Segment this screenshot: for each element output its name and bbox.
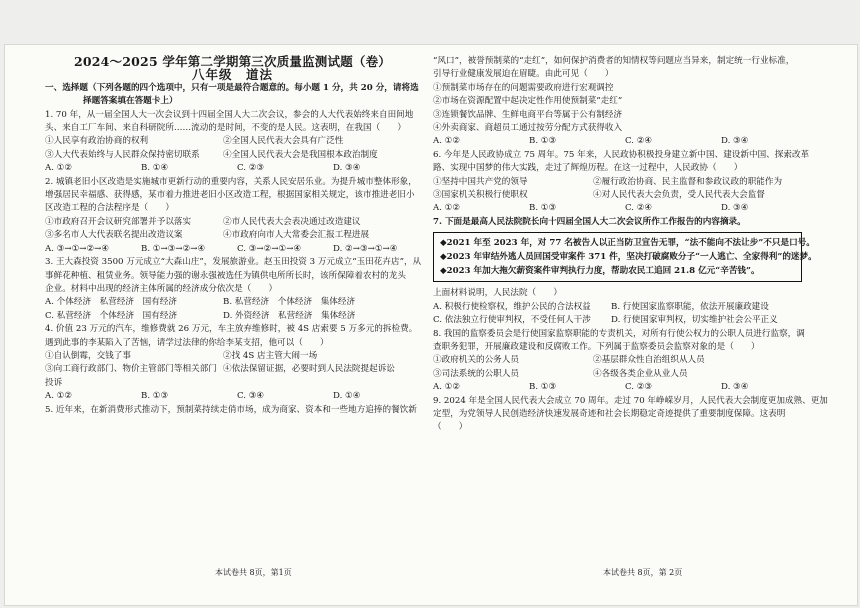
q2-line: 增强居民幸福感、获得感，某市着力推进老旧小区改造工程，根据国家相关规定，该市推进老旧小 bbox=[45, 190, 415, 201]
q4-options bbox=[45, 363, 420, 390]
answer-choice: B. ①③ bbox=[529, 136, 557, 147]
q8-options bbox=[433, 368, 805, 381]
section-heading: 一、选择题（下列各题的四个选项中，只有一项是最符合题意的。每小题 1 分，共 20 分，请将选 bbox=[45, 82, 419, 93]
answer-choice: C. 私营经济 个体经济 国有经济 bbox=[45, 310, 178, 321]
q2-options bbox=[45, 216, 420, 229]
q6-answers bbox=[433, 202, 805, 215]
q7-line: 7. 下面是最高人民法院院长向十四届全国人大二次会议所作工作报告的内容摘录。 bbox=[433, 216, 746, 227]
answer-choice: A. 个体经济 私营经济 国有经济 bbox=[45, 297, 177, 308]
option: ④市政府向市人大常委会汇报工程进展 bbox=[223, 230, 370, 241]
answer-choice: B. ①④ bbox=[141, 163, 169, 174]
q8-options bbox=[433, 354, 805, 367]
answer-choice: D. 行使国家审判权，切实维护社会公平正义 bbox=[611, 315, 778, 326]
answer-choice: C. ③④ bbox=[237, 391, 265, 402]
option: ②全国人民代表大会具有广泛性 bbox=[223, 136, 344, 147]
option: ②找 4S 店主管大闹一场 bbox=[223, 350, 318, 361]
answer-choice: A. ③→①→②→④ bbox=[45, 243, 110, 254]
q5-option: ③连锁餐饮品牌、生鲜电商平台等属于公有制经济 bbox=[433, 109, 623, 120]
exam-title: 2024～2025 学年第二学期第三次质量监测试题（卷） bbox=[73, 54, 392, 69]
q2-line: 2. 城镇老旧小区改造是实施城市更新行动的重要内容，关系人民安居乐业。为提升城市整体形象， bbox=[45, 176, 417, 187]
q6-options bbox=[433, 176, 805, 189]
q5-line: 引导行业健康发展迫在眉睫。由此可见（ ） bbox=[433, 69, 614, 80]
section-heading-cont: 择题答案填在答题卡上） bbox=[83, 96, 178, 107]
answer-choice: C. ②④ bbox=[625, 203, 653, 214]
q1-options bbox=[45, 135, 420, 148]
q5-option: ②市场在资源配置中起决定性作用使预制菜“走红” bbox=[433, 96, 623, 107]
q8-line: 查职务犯罪，开展廉政建设和反腐败工作。下列属于监察委员会监察对象的是（ ） bbox=[433, 341, 760, 352]
option: ②履行政治协商、民主监督和参政议政的职能作为 bbox=[593, 176, 783, 187]
q2-answers bbox=[45, 243, 420, 256]
option: ③向工商行政部门、物价主管部门等相关部门投诉 bbox=[45, 364, 217, 388]
material-item: ◆2023 年加大拖欠薪资案件审判执行力度，帮助农民工追回 21.8 亿元“辛苦钱”。 bbox=[440, 266, 760, 277]
q9-line: 定型，为党领导人民创造经济快速发展奇迹和社会长期稳定奇迹提供了重要制度保障。这表明 bbox=[433, 408, 786, 419]
exam-sheet bbox=[4, 44, 858, 606]
q6-line: 6. 今年是人民政协成立 75 周年。75 年来，人民政协积极投身建立新中国、建设新中国、探索改革 bbox=[433, 149, 810, 160]
q4-line: 4. 价值 23 万元的汽车，维修费就 26 万元，车主放弃维修时，被 4S 店索要 5 万多元的拆检费。 bbox=[45, 324, 418, 335]
q3-answers bbox=[45, 296, 420, 309]
q6-options bbox=[433, 189, 805, 202]
q3-answers bbox=[45, 310, 420, 323]
q7-answers bbox=[433, 314, 805, 327]
q9-line: 9. 2024 年是全国人民代表大会成立 70 周年。走过 70 年峥嵘岁月，人民代表大会制度更加成熟、更加 bbox=[433, 395, 828, 406]
q5-option: ④外卖商家、商超员工通过按劳分配方式获得收入 bbox=[433, 123, 623, 134]
answer-choice: D. ③④ bbox=[333, 163, 361, 174]
exam-subtitle: 八年级 道法 bbox=[191, 67, 273, 83]
answer-choice: B. ①③ bbox=[529, 382, 557, 393]
page-1-column bbox=[45, 55, 420, 417]
answer-choice: C. ②③ bbox=[237, 163, 265, 174]
q6-line: 路、实现中国梦的伟大实践，走过了辉煌历程。在这一过程中，人民政协（ ） bbox=[433, 163, 743, 174]
option: ③国家机关积极行使职权 bbox=[433, 190, 528, 201]
answer-choice: D. 外资经济 私营经济 集体经济 bbox=[223, 310, 356, 321]
option: ①政府机关的公务人员 bbox=[433, 355, 519, 366]
answer-choice: B. ①→③→②→④ bbox=[141, 243, 206, 254]
q5-line: 5. 近年来，在新消费形式推动下，预制菜持续走俏市场，成为商家、资本和一些地方追捧的餐饮新 bbox=[45, 404, 417, 415]
answer-choice: D. ③④ bbox=[721, 382, 749, 393]
option: ④对人民代表大会负责，受人民代表大会监督 bbox=[593, 190, 765, 201]
material-item: ◆2023 年审结外逃人员回国受审案件 371 件，坚决打破腐败分子“一人逃亡、全家得利”的迷梦。 bbox=[440, 252, 817, 263]
option: ③司法系统的公职人员 bbox=[433, 368, 519, 379]
q1-options bbox=[45, 149, 420, 162]
option: ①市政府召开会议研究部署并予以落实 bbox=[45, 216, 192, 227]
option: ③多名市人大代表联名提出改造议案 bbox=[45, 230, 183, 241]
page-2-column bbox=[433, 55, 828, 435]
q5-answers bbox=[433, 135, 805, 148]
q7-material-box bbox=[433, 232, 817, 282]
answer-choice: C. 依法独立行使审判权，不受任何人干涉 bbox=[433, 315, 591, 326]
option: ③人大代表始终与人民群众保持密切联系 bbox=[45, 149, 200, 160]
answer-choice: D. ②→③→①→④ bbox=[333, 243, 398, 254]
answer-choice: A. ①② bbox=[45, 391, 73, 402]
q4-options bbox=[45, 350, 420, 363]
material-item: ◆2021 年至 2023 年，对 77 名被告人以正当防卫宣告无罪，“法不能向不法让步”不只是口号。 bbox=[440, 238, 815, 249]
option: ①坚持中国共产党的领导 bbox=[433, 176, 528, 187]
page-1-footer: 本试卷共 8页，第1页 bbox=[215, 568, 292, 577]
q9-line: （ ） bbox=[433, 422, 468, 433]
q2-options bbox=[45, 229, 420, 242]
q8-line: 8. 我国的监察委员会是行使国家监察职能的专责机关，对所有行使公权力的公职人员进行监察，调 bbox=[433, 328, 805, 339]
q8-answers bbox=[433, 381, 805, 394]
answer-choice: A. ①② bbox=[45, 163, 73, 174]
option: ①自认倒霉，交钱了事 bbox=[45, 350, 131, 361]
answer-choice: B. ①③ bbox=[529, 203, 557, 214]
q2-line: 区改造工程的合法程序是（ ） bbox=[45, 203, 174, 214]
answer-choice: D. ③④ bbox=[721, 136, 749, 147]
answer-choice: C. ②④ bbox=[625, 136, 653, 147]
answer-choice: A. 积极行使检察权，维护公民的合法权益 bbox=[433, 301, 591, 312]
answer-choice: B. 私营经济 个体经济 集体经济 bbox=[223, 297, 356, 308]
option: ④各级各类企业从业人员 bbox=[593, 368, 688, 379]
option: ④全国人民代表大会是我国根本政治制度 bbox=[223, 149, 378, 160]
answer-choice: D. ③④ bbox=[721, 203, 749, 214]
q7-answers bbox=[433, 301, 805, 314]
page-2-footer: 本试卷共 8页，第 2页 bbox=[603, 568, 683, 577]
q4-line: 遇到此事的李某陷入了苦恼，请学过法律的你给李某支招，他可以（ ） bbox=[45, 337, 329, 348]
q3-line: 3. 王大森投资 3500 万元成立“大森山庄”，发展旅游业。赵玉田投资 3 万元成立“玉田花卉店”，从 bbox=[45, 257, 422, 268]
option: ②市人民代表大会表决通过改造建议 bbox=[223, 216, 361, 227]
answer-choice: D. ①④ bbox=[333, 391, 361, 402]
answer-choice: C. ③→②→①→④ bbox=[237, 243, 302, 254]
q4-answers bbox=[45, 390, 420, 403]
answer-choice: B. ①③ bbox=[141, 391, 169, 402]
option: ①人民享有政治协商的权利 bbox=[45, 136, 149, 147]
q3-line: 企业。材料中出现的经济主体所属的经济成分依次是（ ） bbox=[45, 283, 278, 294]
q7-question: 上面材料说明，人民法院（ ） bbox=[433, 288, 562, 299]
q5-option: ①预制菜市场存在的问题需要政府进行宏观调控 bbox=[433, 82, 614, 93]
answer-choice: B. 行使国家监察职能，依法开展廉政建设 bbox=[611, 301, 769, 312]
answer-choice: A. ①② bbox=[433, 203, 461, 214]
option: ④依法保留证据，必要时到人民法院提起诉讼 bbox=[223, 364, 395, 375]
q1-line: 1. 70 年，从一届全国人大一次会议到十四届全国人大二次会议，参会的人大代表始终来自田间地 bbox=[45, 109, 414, 120]
answer-choice: A. ①② bbox=[433, 136, 461, 147]
q1-answers bbox=[45, 162, 420, 175]
option: ②基层群众性自治组织从人员 bbox=[593, 355, 705, 366]
q3-line: 事鲜花种植、租赁业务。领导能力强的谢永强被选任为镇供电所所长时，该所保障着农村的龙头 bbox=[45, 270, 406, 281]
answer-choice: A. ①② bbox=[433, 382, 461, 393]
q1-line: 头、来自工厂车间、来自科研院所……流动的是时间，不变的是人民。这表明，在我国（ ） bbox=[45, 123, 406, 134]
answer-choice: C. ②③ bbox=[625, 382, 653, 393]
q5-line: “风口”，被誉预制菜的“走红”，如何保护消费者的知情权等问题应当异来，制定统一行业标准， bbox=[433, 56, 795, 66]
